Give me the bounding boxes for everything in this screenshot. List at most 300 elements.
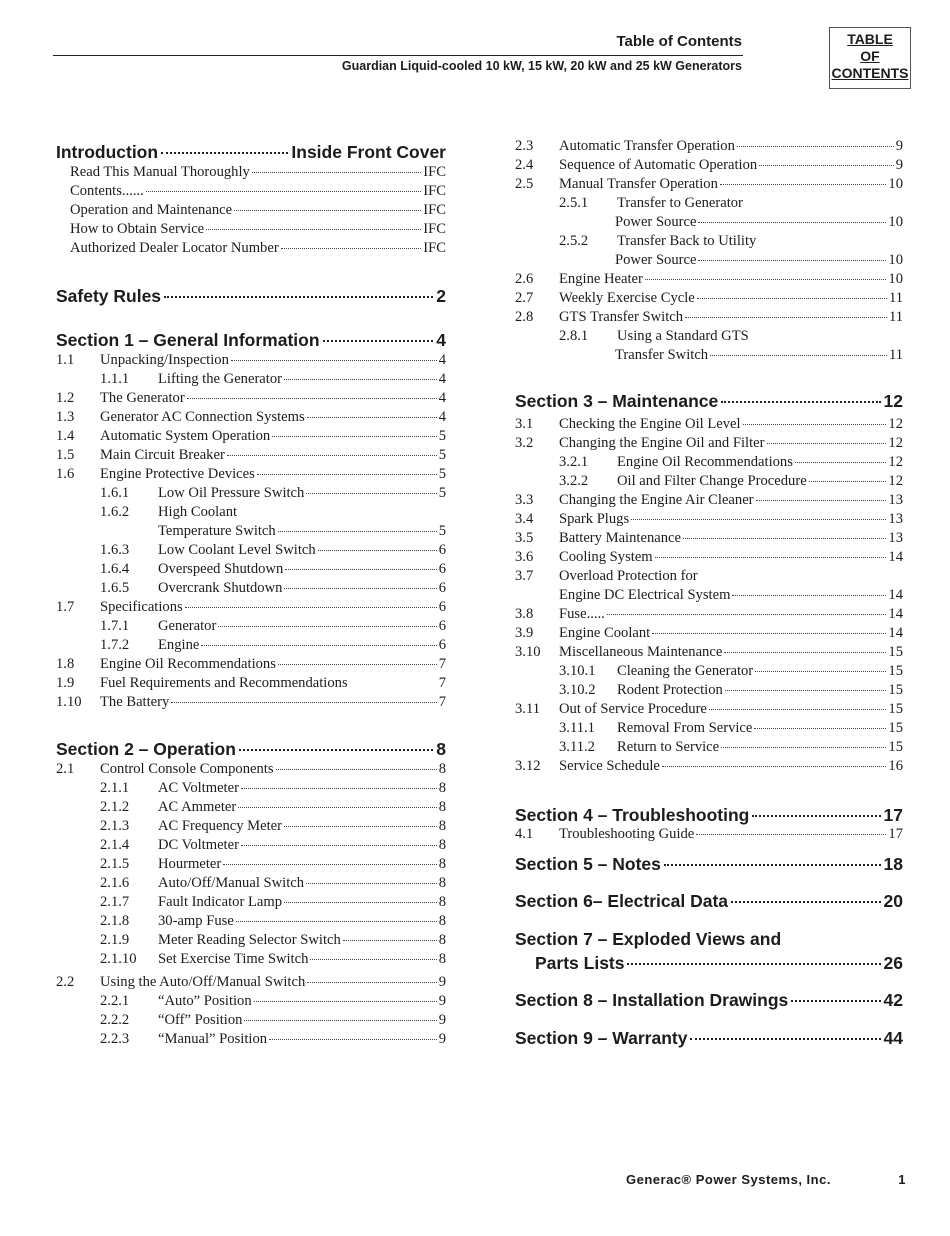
dot-leader <box>791 1000 880 1002</box>
toc-entry <box>515 416 903 435</box>
entry-page: IFC <box>423 240 446 256</box>
page-footer <box>626 1172 906 1187</box>
toc-entry <box>100 875 446 894</box>
entry-page: 8 <box>438 932 446 948</box>
entry-page: 6 <box>438 542 446 558</box>
entry-number: 3.2.2 <box>559 473 589 489</box>
entry-number: 3.7 <box>515 568 534 584</box>
entry-page: 14 <box>888 587 903 603</box>
entry-title: “Auto” Position <box>158 993 252 1009</box>
toc-entry <box>615 347 903 366</box>
dot-leader <box>284 379 437 380</box>
toc-section-heading <box>515 391 903 412</box>
section-page: 18 <box>883 854 903 874</box>
toc-section-heading <box>56 739 446 760</box>
toc-section-heading <box>515 990 903 1011</box>
entry-number: 2.5 <box>515 176 534 192</box>
entry-page: 8 <box>438 894 446 910</box>
dot-leader <box>698 222 886 223</box>
toc-entry <box>559 720 903 739</box>
dot-leader <box>276 769 437 770</box>
entry-number: 3.2 <box>515 435 534 451</box>
dot-leader <box>201 645 436 646</box>
toc-entry <box>100 371 446 390</box>
dot-leader <box>206 229 421 230</box>
dot-leader <box>278 664 437 665</box>
toc-section-heading <box>515 805 903 826</box>
entry-title: Auto/Off/Manual Switch <box>158 875 305 891</box>
entry-title: Sequence of Automatic Operation <box>559 157 758 173</box>
entry-page: 12 <box>888 435 903 451</box>
toc-section-heading <box>515 891 903 912</box>
footer-company: Generac® Power Systems, Inc. <box>626 1172 831 1187</box>
entry-page: 15 <box>888 682 903 698</box>
section-title: Section 8 – Installation Drawings <box>515 990 789 1010</box>
dot-leader <box>743 424 887 425</box>
toc-entry <box>559 739 903 758</box>
entry-page: 5 <box>438 447 446 463</box>
toc-entry <box>100 1012 446 1031</box>
entry-page: 4 <box>438 371 446 387</box>
entry-page: 12 <box>888 454 903 470</box>
entry-title: Automatic Transfer Operation <box>559 138 735 154</box>
toc-entry <box>56 974 446 993</box>
entry-title: AC Ammeter <box>158 799 237 815</box>
entry-page: 4 <box>438 352 446 368</box>
entry-title: Transfer to Generator <box>617 195 743 211</box>
toc-entry <box>100 837 446 856</box>
entry-number: 1.3 <box>56 409 75 425</box>
section-page: 8 <box>436 739 446 759</box>
dot-leader <box>645 279 887 280</box>
entry-number: 1.10 <box>56 694 82 710</box>
entry-page: 14 <box>888 606 903 622</box>
entry-title: Generator AC Connection Systems <box>100 409 305 425</box>
toc-entry <box>515 625 903 644</box>
entry-page: 8 <box>438 951 446 967</box>
toc-entry <box>515 826 903 845</box>
entry-page: 5 <box>438 485 446 501</box>
dot-leader <box>171 702 436 703</box>
header-rule <box>53 55 743 56</box>
entry-title: Unpacking/Inspection <box>100 352 229 368</box>
dot-leader <box>218 626 436 627</box>
entry-title: DC Voltmeter <box>158 837 239 853</box>
entry-number: 2.4 <box>515 157 534 173</box>
toc-entry <box>100 542 446 561</box>
entry-page: 13 <box>888 511 903 527</box>
toc-entry <box>56 352 446 371</box>
entry-title: Overspeed Shutdown <box>158 561 284 577</box>
toc-entry <box>515 606 903 625</box>
dot-leader <box>809 481 887 482</box>
dot-leader <box>269 1039 437 1040</box>
entry-number: 1.1.1 <box>100 371 130 387</box>
dot-leader <box>752 815 880 817</box>
entry-number: 3.10 <box>515 644 541 660</box>
entry-page: 13 <box>888 492 903 508</box>
entry-number: 2.1.5 <box>100 856 130 872</box>
entry-number: 1.7.1 <box>100 618 130 634</box>
entry-number: 2.8 <box>515 309 534 325</box>
dot-leader <box>285 569 436 570</box>
entry-number: 2.6 <box>515 271 534 287</box>
entry-page: 9 <box>438 1012 446 1028</box>
entry-page: IFC <box>423 202 446 218</box>
entry-page: 5 <box>438 428 446 444</box>
dot-leader <box>696 834 886 835</box>
running-header-title: Table of Contents <box>616 33 742 50</box>
entry-page: IFC <box>423 221 446 237</box>
dot-leader <box>254 1001 437 1002</box>
entry-title: Out of Service Procedure <box>559 701 707 717</box>
toc-entry <box>559 454 903 473</box>
entry-title: Troubleshooting Guide <box>559 826 695 842</box>
toc-entry <box>70 183 446 202</box>
toc-entry <box>615 214 903 233</box>
entry-number: 2.5.1 <box>559 195 589 211</box>
entry-number: 3.6 <box>515 549 534 565</box>
entry-page: 6 <box>438 618 446 634</box>
dot-leader <box>238 807 436 808</box>
entry-number: 2.2 <box>56 974 75 990</box>
toc-entry <box>56 656 446 675</box>
entry-title: Spark Plugs <box>559 511 630 527</box>
entry-title: Power Source <box>615 214 697 230</box>
entry-title: Read This Manual Thoroughly <box>70 164 250 180</box>
entry-page: 14 <box>888 625 903 641</box>
entry-title: Temperature Switch <box>158 523 276 539</box>
dot-leader <box>310 959 436 960</box>
entry-title: Engine Oil Recommendations <box>100 656 276 672</box>
entry-page: 4 <box>438 390 446 406</box>
toc-entry <box>56 409 446 428</box>
entry-title: Checking the Engine Oil Level <box>559 416 741 432</box>
entry-number: 2.1.1 <box>100 780 130 796</box>
entry-page: 16 <box>888 758 903 774</box>
toc-entry <box>100 618 446 637</box>
entry-page: 8 <box>438 780 446 796</box>
entry-page: 17 <box>888 826 903 842</box>
toc-entry <box>100 580 446 599</box>
entry-number: 1.4 <box>56 428 75 444</box>
dot-leader <box>252 172 421 173</box>
entry-title: Manual Transfer Operation <box>559 176 718 192</box>
entry-title: Miscellaneous Maintenance <box>559 644 723 660</box>
toc-entry <box>100 1031 446 1050</box>
entry-page: 5 <box>438 466 446 482</box>
toc-entry <box>56 428 446 447</box>
entry-title: Generator <box>158 618 217 634</box>
toc-entry <box>559 587 903 606</box>
toc-entry <box>100 932 446 951</box>
entry-number: 2.1.4 <box>100 837 130 853</box>
dot-leader <box>278 531 437 532</box>
dot-leader <box>284 902 437 903</box>
dot-leader <box>697 298 887 299</box>
toc-entry <box>100 799 446 818</box>
toc-entry <box>70 164 446 183</box>
dot-leader <box>759 165 894 166</box>
dot-leader <box>725 690 887 691</box>
entry-number: 3.11 <box>515 701 540 717</box>
entry-number: 2.3 <box>515 138 534 154</box>
toc-entry <box>70 202 446 221</box>
dot-leader <box>720 184 887 185</box>
dot-leader <box>284 588 436 589</box>
dot-leader <box>284 826 437 827</box>
entry-page: 11 <box>888 290 903 306</box>
dot-leader <box>164 296 433 298</box>
entry-page: 10 <box>888 214 903 230</box>
entry-number: 2.2.1 <box>100 993 130 1009</box>
dot-leader <box>627 963 880 965</box>
entry-page: 7 <box>438 656 446 672</box>
toc-section-heading <box>56 286 446 307</box>
entry-number: 2.1.2 <box>100 799 130 815</box>
entry-number: 3.10.2 <box>559 682 596 698</box>
entry-page: 8 <box>438 856 446 872</box>
entry-title: Main Circuit Breaker <box>100 447 225 463</box>
entry-page: 9 <box>438 1031 446 1047</box>
dot-leader <box>227 455 437 456</box>
entry-page: 15 <box>888 644 903 660</box>
entry-title: Transfer Back to Utility <box>617 233 757 249</box>
entry-title: Changing the Engine Oil and Filter <box>559 435 765 451</box>
entry-title: Set Exercise Time Switch <box>158 951 309 967</box>
entry-number: 1.9 <box>56 675 75 691</box>
entry-number: 1.6 <box>56 466 75 482</box>
entry-title: How to Obtain Service <box>70 221 205 237</box>
entry-number: 2.1.8 <box>100 913 130 929</box>
entry-page: 15 <box>888 701 903 717</box>
entry-page: 6 <box>438 561 446 577</box>
dot-leader <box>187 398 437 399</box>
entry-page: 9 <box>438 974 446 990</box>
entry-number: 2.1.6 <box>100 875 130 891</box>
entry-page: 6 <box>438 599 446 615</box>
entry-number: 1.6.5 <box>100 580 130 596</box>
toc-entry <box>158 523 446 542</box>
toc-entry <box>515 157 903 176</box>
entry-title: Hourmeter <box>158 856 222 872</box>
section-page: 2 <box>436 286 446 306</box>
section-title: Section 2 – Operation <box>56 739 236 759</box>
toc-entry <box>515 511 903 530</box>
entry-title: Engine Protective Devices <box>100 466 255 482</box>
entry-title: Overload Protection for <box>559 568 698 584</box>
toc-entry <box>515 568 903 587</box>
entry-title: Contents...... <box>70 183 144 199</box>
toc-entry <box>56 447 446 466</box>
entry-title: Specifications <box>100 599 183 615</box>
entry-title: Cooling System <box>559 549 653 565</box>
entry-title: Rodent Protection <box>617 682 723 698</box>
dot-leader <box>281 248 422 249</box>
entry-title: GTS Transfer Switch <box>559 309 684 325</box>
toc-entry <box>559 663 903 682</box>
dot-leader <box>683 538 886 539</box>
entry-number: 2.1.9 <box>100 932 130 948</box>
entry-page: 5 <box>438 523 446 539</box>
section-page: Inside Front Cover <box>291 142 446 162</box>
entry-number: 2.1.7 <box>100 894 130 910</box>
section-page: 44 <box>883 1028 903 1048</box>
dot-leader <box>652 633 886 634</box>
entry-number: 1.2 <box>56 390 75 406</box>
dot-leader <box>737 146 894 147</box>
dot-leader <box>655 557 887 558</box>
toc-entry <box>56 694 446 713</box>
entry-number: 3.1 <box>515 416 534 432</box>
toc-entry <box>559 682 903 701</box>
entry-page: 12 <box>888 416 903 432</box>
tab-label-line: TABLE <box>847 31 893 47</box>
dot-leader <box>343 940 437 941</box>
entry-title: Changing the Engine Air Cleaner <box>559 492 754 508</box>
entry-page: 13 <box>888 530 903 546</box>
toc-entry <box>559 328 903 347</box>
entry-title: Low Oil Pressure Switch <box>158 485 305 501</box>
dot-leader <box>306 493 436 494</box>
dot-leader <box>272 436 436 437</box>
toc-entry <box>515 701 903 720</box>
toc-entry <box>100 951 446 970</box>
toc-entry <box>100 485 446 504</box>
entry-page: IFC <box>423 183 446 199</box>
toc-entry <box>515 435 903 454</box>
toc-entry <box>515 530 903 549</box>
toc-entry <box>515 644 903 663</box>
dot-leader <box>307 417 437 418</box>
entry-page: 8 <box>438 875 446 891</box>
toc-entry <box>100 818 446 837</box>
toc-section-heading <box>535 953 903 974</box>
dot-leader <box>724 652 886 653</box>
entry-number: 3.3 <box>515 492 534 508</box>
entry-title: AC Frequency Meter <box>158 818 283 834</box>
entry-number: 1.7 <box>56 599 75 615</box>
entry-number: 3.4 <box>515 511 534 527</box>
entry-title: Engine Heater <box>559 271 643 287</box>
entry-number: 1.8 <box>56 656 75 672</box>
dot-leader <box>323 340 434 342</box>
entry-number: 1.6.3 <box>100 542 130 558</box>
entry-title: Removal From Service <box>617 720 753 736</box>
toc-entry <box>515 492 903 511</box>
entry-page: 15 <box>888 739 903 755</box>
entry-page: 7 <box>438 694 446 710</box>
dot-leader <box>241 788 437 789</box>
section-title: Parts Lists <box>535 953 625 973</box>
dot-leader <box>721 401 880 403</box>
entry-page: 8 <box>438 913 446 929</box>
toc-entry <box>100 780 446 799</box>
entry-page: 15 <box>888 663 903 679</box>
entry-title: Using the Auto/Off/Manual Switch <box>100 974 306 990</box>
toc-entry <box>559 233 903 252</box>
toc-entry <box>56 466 446 485</box>
entry-title: Authorized Dealer Locator Number <box>70 240 279 256</box>
entry-page: 10 <box>888 252 903 268</box>
toc-entry <box>56 675 446 694</box>
dot-leader <box>709 709 886 710</box>
entry-title: Automatic System Operation <box>100 428 271 444</box>
toc-section-heading <box>56 142 446 163</box>
toc-entry <box>70 240 446 259</box>
entry-title: 30-amp Fuse <box>158 913 234 929</box>
toc-entry <box>100 913 446 932</box>
entry-title: Overcrank Shutdown <box>158 580 283 596</box>
entry-number: 3.11.2 <box>559 739 595 755</box>
entry-title: The Battery <box>100 694 170 710</box>
toc-entry <box>100 504 446 523</box>
section-title: Section 7 – Exploded Views and <box>515 929 782 949</box>
toc-entry <box>56 390 446 409</box>
entry-title: Using a Standard GTS <box>617 328 749 344</box>
entry-number: 1.5 <box>56 447 75 463</box>
dot-leader <box>185 607 437 608</box>
entry-title: Return to Service <box>617 739 720 755</box>
dot-leader <box>721 747 886 748</box>
toc-entry <box>515 176 903 195</box>
entry-page: 14 <box>888 549 903 565</box>
page-number: 1 <box>898 1172 906 1187</box>
tab-label-line: CONTENTS <box>831 65 909 81</box>
entry-title: High Coolant <box>158 504 238 520</box>
entry-page: 12 <box>888 473 903 489</box>
entry-number: 1.7.2 <box>100 637 130 653</box>
entry-number: 3.2.1 <box>559 454 589 470</box>
entry-number: 2.2.3 <box>100 1031 130 1047</box>
dot-leader <box>685 317 887 318</box>
entry-title: Fuse..... <box>559 606 605 622</box>
toc-entry <box>100 894 446 913</box>
entry-page: 9 <box>895 157 903 173</box>
entry-title: Control Console Components <box>100 761 274 777</box>
section-title: Section 3 – Maintenance <box>515 391 719 411</box>
entry-page: 11 <box>888 309 903 325</box>
dot-leader <box>732 595 886 596</box>
entry-page: 6 <box>438 580 446 596</box>
entry-title: “Off” Position <box>158 1012 243 1028</box>
section-title: Introduction <box>56 142 159 162</box>
section-title: Safety Rules <box>56 286 162 306</box>
dot-leader <box>236 921 437 922</box>
toc-section-heading <box>515 1028 903 1049</box>
toc-section-heading <box>515 854 903 875</box>
entry-title: Fuel Requirements and Recommendations <box>100 675 348 691</box>
entry-page: 4 <box>438 409 446 425</box>
entry-page: 8 <box>438 818 446 834</box>
section-title: Section 1 – General Information <box>56 330 320 350</box>
entry-number: 3.12 <box>515 758 541 774</box>
entry-number: 3.10.1 <box>559 663 596 679</box>
toc-entry <box>100 561 446 580</box>
entry-number: 4.1 <box>515 826 534 842</box>
entry-number: 2.2.2 <box>100 1012 130 1028</box>
entry-number: 3.11.1 <box>559 720 595 736</box>
dot-leader <box>231 360 437 361</box>
entry-page: 10 <box>888 271 903 287</box>
toc-tab-box <box>829 27 911 89</box>
section-title: Section 6– Electrical Data <box>515 891 729 911</box>
dot-leader <box>754 728 886 729</box>
toc-entry <box>515 758 903 777</box>
dot-leader <box>223 864 436 865</box>
entry-title: Battery Maintenance <box>559 530 681 546</box>
entry-page: 6 <box>438 637 446 653</box>
